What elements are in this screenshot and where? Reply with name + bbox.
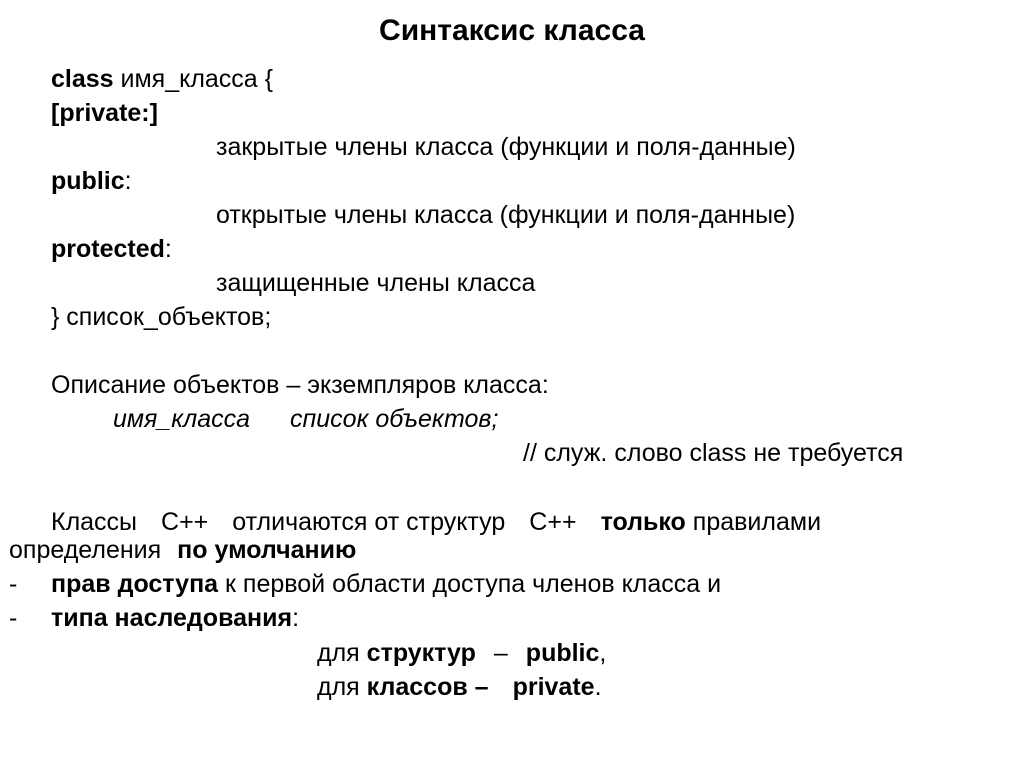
class-for: для bbox=[317, 673, 367, 701]
example-object-list: список объектов; bbox=[290, 405, 499, 433]
class-default-line bbox=[317, 672, 602, 702]
difference-second-line bbox=[9, 535, 356, 565]
intro-only: только bbox=[600, 508, 686, 536]
example-class-name: имя_класса bbox=[113, 405, 251, 433]
slide-title: Синтаксис класса bbox=[379, 14, 645, 47]
inheritance-bold: типа наследования bbox=[51, 604, 293, 632]
class-declaration-line bbox=[51, 64, 273, 94]
protected-keyword-line bbox=[51, 234, 172, 264]
struct-bold: структур bbox=[366, 639, 476, 667]
access-rights-rest: к первой области доступа членов класса и bbox=[218, 570, 722, 598]
public-description: открытые члены класса (функции и поля-данные) bbox=[216, 201, 796, 229]
definition-word: определения bbox=[9, 536, 162, 564]
bullet-access-rights bbox=[51, 569, 721, 599]
objects-heading: Описание объектов – экземпляров класса: bbox=[51, 371, 549, 399]
protected-description: защищенные члены класса bbox=[216, 269, 536, 297]
inheritance-colon: : bbox=[292, 604, 300, 632]
class-name-placeholder: имя_класса { bbox=[113, 65, 274, 93]
difference-intro-line bbox=[51, 507, 821, 537]
intro-classes: Классы bbox=[51, 508, 138, 536]
struct-dash: – bbox=[493, 639, 508, 667]
class-keyword: class bbox=[51, 65, 114, 93]
struct-default-line bbox=[317, 638, 606, 668]
objects-comment: // служ. слово class не требуется bbox=[523, 439, 904, 467]
struct-public: public bbox=[525, 639, 600, 667]
public-keyword: public bbox=[51, 167, 125, 195]
closing-brace-line: } список_объектов; bbox=[51, 303, 272, 331]
access-rights-bold: прав доступа bbox=[51, 570, 219, 598]
intro-cpp-1: С++ bbox=[161, 508, 209, 536]
public-keyword-line bbox=[51, 166, 132, 196]
public-colon: : bbox=[124, 167, 132, 195]
intro-differ: отличаются от структур bbox=[232, 508, 506, 536]
bullet-inheritance bbox=[51, 603, 299, 633]
protected-keyword: protected bbox=[51, 235, 165, 263]
private-keyword bbox=[51, 98, 158, 128]
class-bold: классов – bbox=[366, 673, 489, 701]
private-description: закрытые члены класса (функции и поля-данные) bbox=[216, 133, 796, 161]
private-keyword-text: [private:] bbox=[51, 99, 158, 127]
class-private: private bbox=[512, 673, 595, 701]
struct-for: для bbox=[317, 639, 367, 667]
struct-end: , bbox=[599, 639, 607, 667]
intro-rules: правилами bbox=[692, 508, 822, 536]
bullet-dash-2: - bbox=[9, 604, 18, 632]
intro-cpp-2: С++ bbox=[529, 508, 577, 536]
objects-example-line bbox=[113, 404, 498, 434]
protected-colon: : bbox=[164, 235, 172, 263]
by-default: по умолчанию bbox=[177, 536, 357, 564]
class-end: . bbox=[594, 673, 602, 701]
bullet-dash-1: - bbox=[9, 570, 18, 598]
